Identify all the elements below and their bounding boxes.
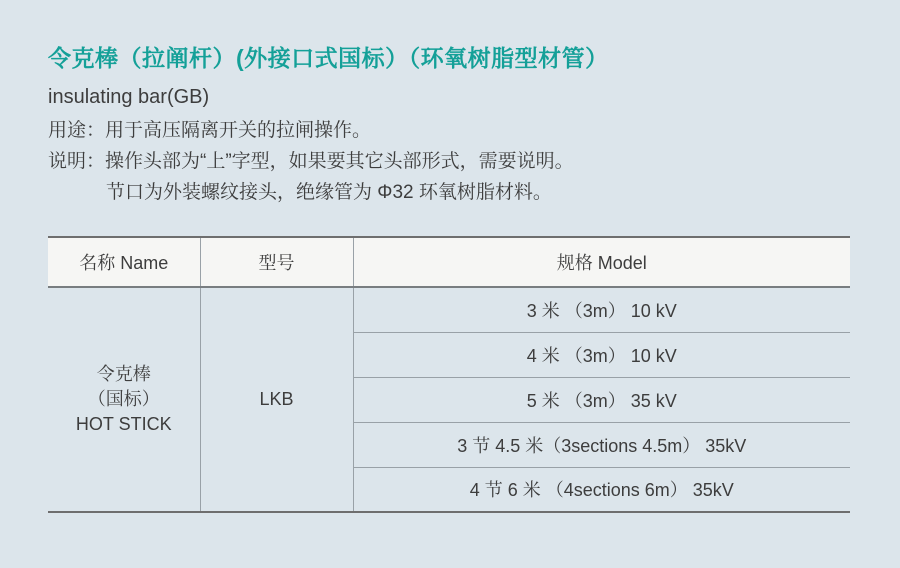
product-description bbox=[48, 115, 852, 208]
product-name-en: HOT STICK bbox=[75, 414, 172, 434]
table-header-row bbox=[48, 237, 850, 287]
column-header-name: 名称 Name bbox=[48, 237, 200, 287]
spec-cell: 4 米 （3m） 10 kV bbox=[353, 332, 850, 377]
table-row bbox=[48, 287, 850, 332]
product-spec-table bbox=[48, 236, 850, 513]
product-name-cell bbox=[48, 287, 200, 512]
note-line-1: 说明：操作头部为“上”字型，如果要其它头部形式，需要说明。 bbox=[48, 151, 574, 172]
note-line-2: 节口为外装螺纹接头，绝缘管为 Φ32 环氧树脂材料。 bbox=[106, 182, 552, 203]
spec-cell: 3 节 4.5 米（3sections 4.5m） 35kV bbox=[353, 422, 850, 467]
page-title: 令克棒（拉阐杆）(外接口式国标）（环氧树脂型材管） bbox=[48, 45, 609, 71]
spec-cell: 5 米 （3m） 35 kV bbox=[353, 377, 850, 422]
spec-cell: 3 米 （3m） 10 kV bbox=[526, 300, 677, 321]
spec-cell: 4 节 6 米 （4sections 6m） 35kV bbox=[353, 467, 850, 512]
product-name-standard: （国标） bbox=[87, 389, 160, 409]
column-header-spec: 规格 Model bbox=[353, 237, 850, 287]
product-model-cell: LKB bbox=[200, 287, 353, 512]
product-subtitle: insulating bar(GB) bbox=[48, 86, 210, 108]
usage-line: 用途：用于高压隔离开关的拉闸操作。 bbox=[48, 120, 372, 141]
column-header-model-no: 型号 bbox=[200, 237, 353, 287]
product-name-zh: 令克棒 bbox=[96, 364, 151, 384]
